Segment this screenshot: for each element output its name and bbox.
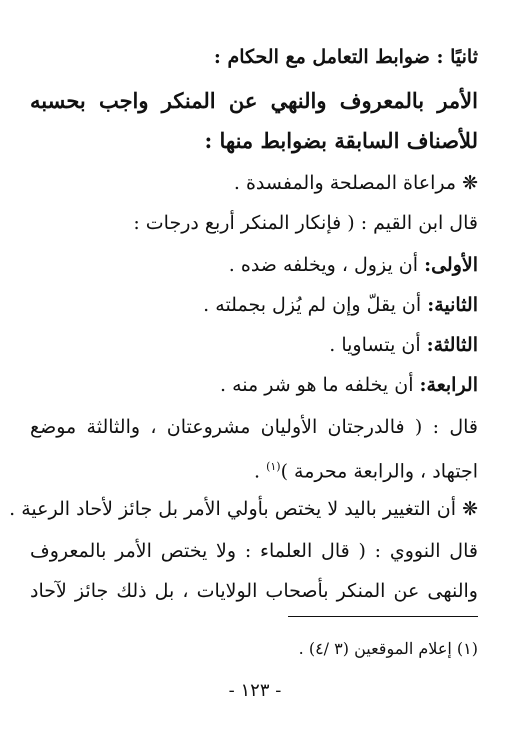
footnote-marker: (١) [266,460,281,473]
degree-1-text: أن يزول ، ويخلفه ضده . [228,254,425,276]
degree-2 [30,292,478,318]
qal-line-2-end: . [253,460,267,483]
degree-2-text: أن يقلّ وإن لم يُزل بجملته . [203,294,428,316]
nawawi-line-2: والنهى عن المنكر بأصحاب الولايات ، بل ذلك جائز لآحاد [30,580,478,602]
degree-1-label: الأولى: [424,254,478,276]
section-heading: ثانيًا : ضوابط التعامل مع الحكام : [213,46,478,68]
degree-1 [30,252,478,278]
footnote-divider [288,616,478,617]
intro-line-1: الأمر بالمعروف والنهي عن المنكر واجب بحسبه [30,88,478,113]
degree-4 [30,372,478,398]
qal-line-2 [30,454,478,484]
page-number: - ١٢٣ - [228,680,282,701]
degree-3-text: أن يتساويا . [329,334,427,356]
intro-line-2: للأصناف السابقة بضوابط منها : [204,128,478,153]
degree-3 [30,332,478,358]
point-2: ❋ أن التغيير باليد لا يختص بأولي الأمر بل جائز لأحاد الرعية . [9,498,478,520]
degree-2-label: الثانية: [427,294,478,316]
qal-line-1: قال : ( فالدرجتان الأوليان مشروعتان ، والثالثة موضع [30,416,478,438]
degree-4-label: الرابعة: [419,374,478,396]
nawawi-line-1: قال النووي : ( قال العلماء : ولا يختص الأمر بالمعروف [30,540,478,562]
degree-4-text: أن يخلفه ما هو شر منه . [220,374,420,396]
point-1: ❋ مراعاة المصلحة والمفسدة . [233,172,478,194]
ibn-qayyim-quote: قال ابن القيم : ( فإنكار المنكر أربع درجات : [133,212,478,234]
qal-line-2-text: اجتهاد ، والرابعة محرمة ) [280,460,478,483]
degree-3-label: الثالثة: [426,334,478,356]
footnote: (١) إعلام الموقعين (٣ /٤) . [298,639,478,658]
